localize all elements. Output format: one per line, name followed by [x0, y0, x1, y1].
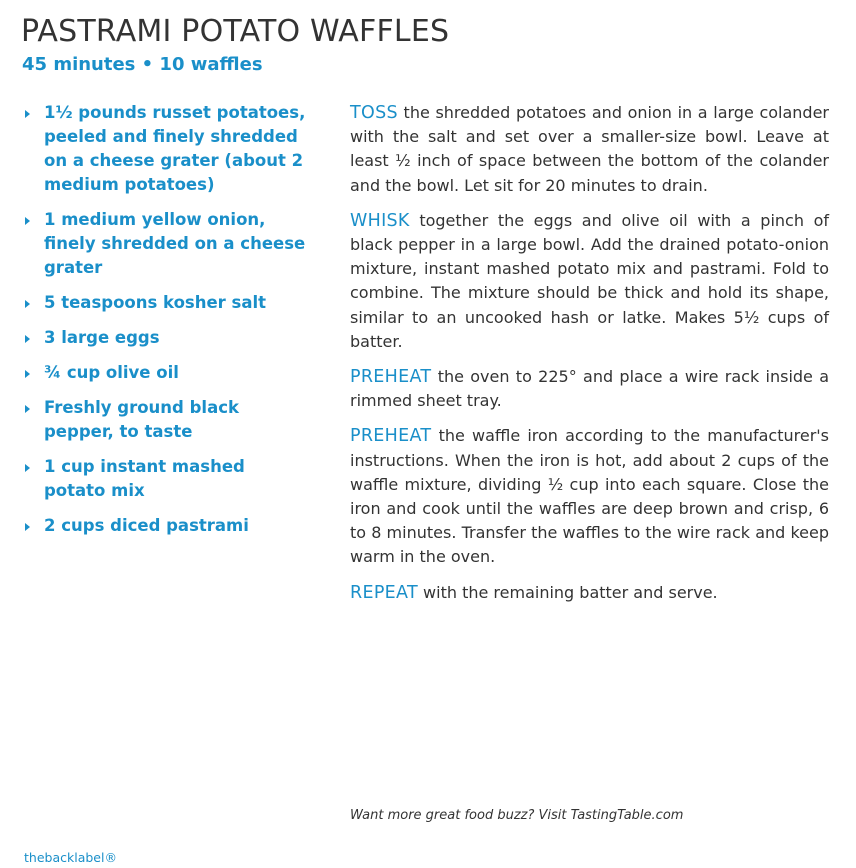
step-toss	[350, 101, 829, 198]
step-repeat	[350, 581, 829, 605]
bullet-icon	[25, 370, 30, 378]
step-preheat-oven	[350, 365, 829, 413]
ingredient-item	[22, 514, 307, 538]
instructions	[350, 101, 829, 616]
bullet-icon	[25, 110, 30, 118]
ingredient-text: ¾ cup olive oil	[44, 363, 179, 382]
step-verb: REPEAT	[350, 582, 418, 603]
bullet-icon	[25, 523, 30, 531]
promo-text: Want more great food buzz? Visit TastingTable.com	[350, 808, 684, 823]
step-preheat-iron	[350, 424, 829, 569]
ingredient-item	[22, 455, 307, 503]
brand-logo: thebacklabel®	[24, 850, 117, 865]
step-text: the oven to 225° and place a wire rack inside a rimmed sheet tray.	[350, 367, 829, 411]
step-text: together the eggs and olive oil with a pinch of black pepper in a large bowl. Add the drained potato-onion mixture, instant mashed potato mix and pastrami. Fold to combine. The mixture should be thick and hold its shape, similar to an uncooked hash or latke. Makes 5½ cups of batter.	[350, 210, 830, 351]
bullet-icon	[25, 405, 30, 413]
step-text: with the remaining batter and serve.	[423, 582, 718, 602]
step-verb: TOSS	[350, 103, 398, 123]
ingredient-text: 5 teaspoons kosher salt	[44, 293, 267, 312]
ingredient-text: Freshly ground black pepper, to taste	[44, 398, 239, 441]
step-text: the shredded potatoes and onion in a large colander with the salt and set over a smaller-size bowl. Leave at least ½ inch of space between the bottom of the colander and the bowl. Let sit for 20 minutes to drain.	[350, 103, 830, 195]
ingredient-text: 3 large eggs	[44, 328, 160, 347]
step-whisk	[350, 209, 829, 354]
ingredient-text: 1 medium yellow onion, finely shredded on a cheese grater	[44, 210, 306, 277]
ingredient-item	[22, 326, 307, 350]
ingredient-item	[22, 396, 307, 444]
recipe-title: PASTRAMI POTATO WAFFLES	[21, 14, 450, 49]
recipe-subtitle: 45 minutes • 10 waffles	[22, 54, 263, 75]
step-verb: PREHEAT	[350, 426, 432, 447]
step-verb: PREHEAT	[350, 367, 432, 388]
step-verb: WHISK	[350, 210, 410, 231]
ingredients-list	[22, 101, 307, 549]
step-text: the waffle iron according to the manufacturer's instructions. When the iron is hot, add about 2 cups of the waffle mixture, dividing ½ cup into each square. Close the iron and cook until the waffles are deep brown and crisp, 6 to 8 minutes. Transfer the waffles to the wire rack and keep warm in the oven.	[350, 426, 830, 567]
ingredient-item	[22, 208, 307, 280]
ingredient-text: 1½ pounds russet potatoes, peeled and finely shredded on a cheese grater (about 2 medium potatoes)	[44, 103, 306, 194]
ingredient-text: 2 cups diced pastrami	[44, 516, 249, 535]
ingredient-text: 1 cup instant mashed potato mix	[44, 457, 245, 500]
ingredient-item	[22, 361, 307, 385]
bullet-icon	[25, 300, 30, 308]
bullet-icon	[25, 464, 30, 472]
bullet-icon	[25, 335, 30, 343]
ingredient-item	[22, 101, 307, 197]
bullet-icon	[25, 217, 30, 225]
ingredient-item	[22, 291, 307, 315]
